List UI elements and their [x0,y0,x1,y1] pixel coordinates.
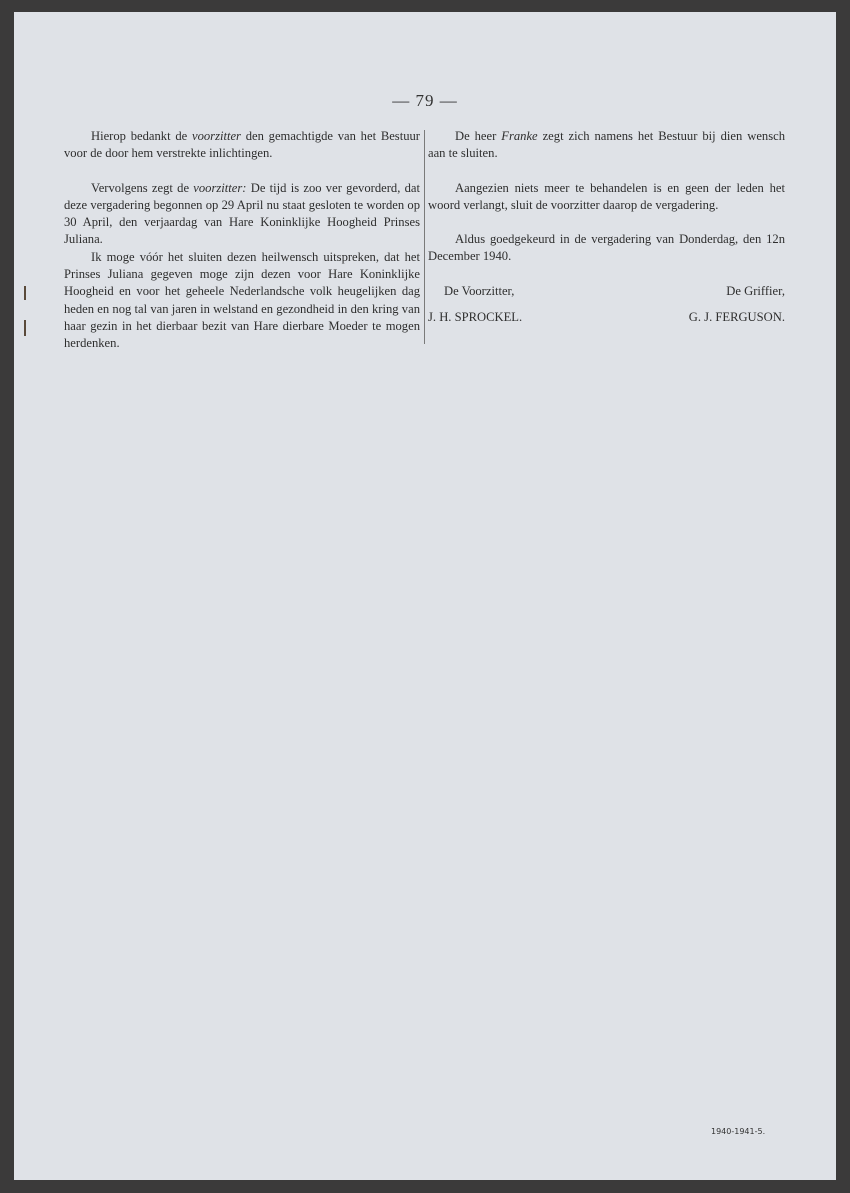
margin-mark [24,320,26,336]
paragraph: Ik moge vóór het sluiten dezen heilwensch uitspreken, dat het Prinses Juliana gegeven moge zijn dezen voor Hare Koninklijke Hoogheid en voor het geheele Nederlandsche volk heugelijken dag heden en nog tal van jaren in welstand en gezondheid in den kring van haar gezin in het dierbaar bezit van Hare dierbare Moeder te mogen herdenken. [64,249,420,351]
print-reference: 1940-1941-5. [711,1127,766,1136]
clerk-title: De Griffier, [726,283,785,298]
page-number: — 79 — [392,91,458,110]
signature-names [428,309,785,326]
right-column [428,128,785,326]
column-divider [424,130,425,344]
paragraph: De heer Franke zegt zich namens het Bestuur bij dien wensch aan te sluiten. [428,129,785,161]
clerk-name: G. J. FERGUSON. [688,310,785,325]
paragraph: Hierop bedankt de voorzitter den gemachtigde van het Bestuur voor de door hem verstrekte inlichtingen. [64,129,420,161]
chair-title: De Voorzitter, [444,283,515,298]
chair-name: J. H. SPROCKEL. [428,310,523,325]
paragraph: Vervolgens zegt de voorzitter: De tijd is zoo ver gevorderd, dat deze vergadering begonnen op 29 April nu staat gesloten te worden op 30 April, den verjaardag van Hare Koninklijke Hoogheid Prinses Juliana. [64,180,420,247]
paragraph: Aldus goedgekeurd in de vergadering van Donderdag, den 12n December 1940. [428,232,785,264]
signature-titles [428,283,785,300]
left-column [64,128,420,353]
margin-mark [24,286,26,300]
paragraph: Aangezien niets meer te behandelen is en geen der leden het woord verlangt, sluit de voorzitter daarop de vergadering. [428,180,785,212]
